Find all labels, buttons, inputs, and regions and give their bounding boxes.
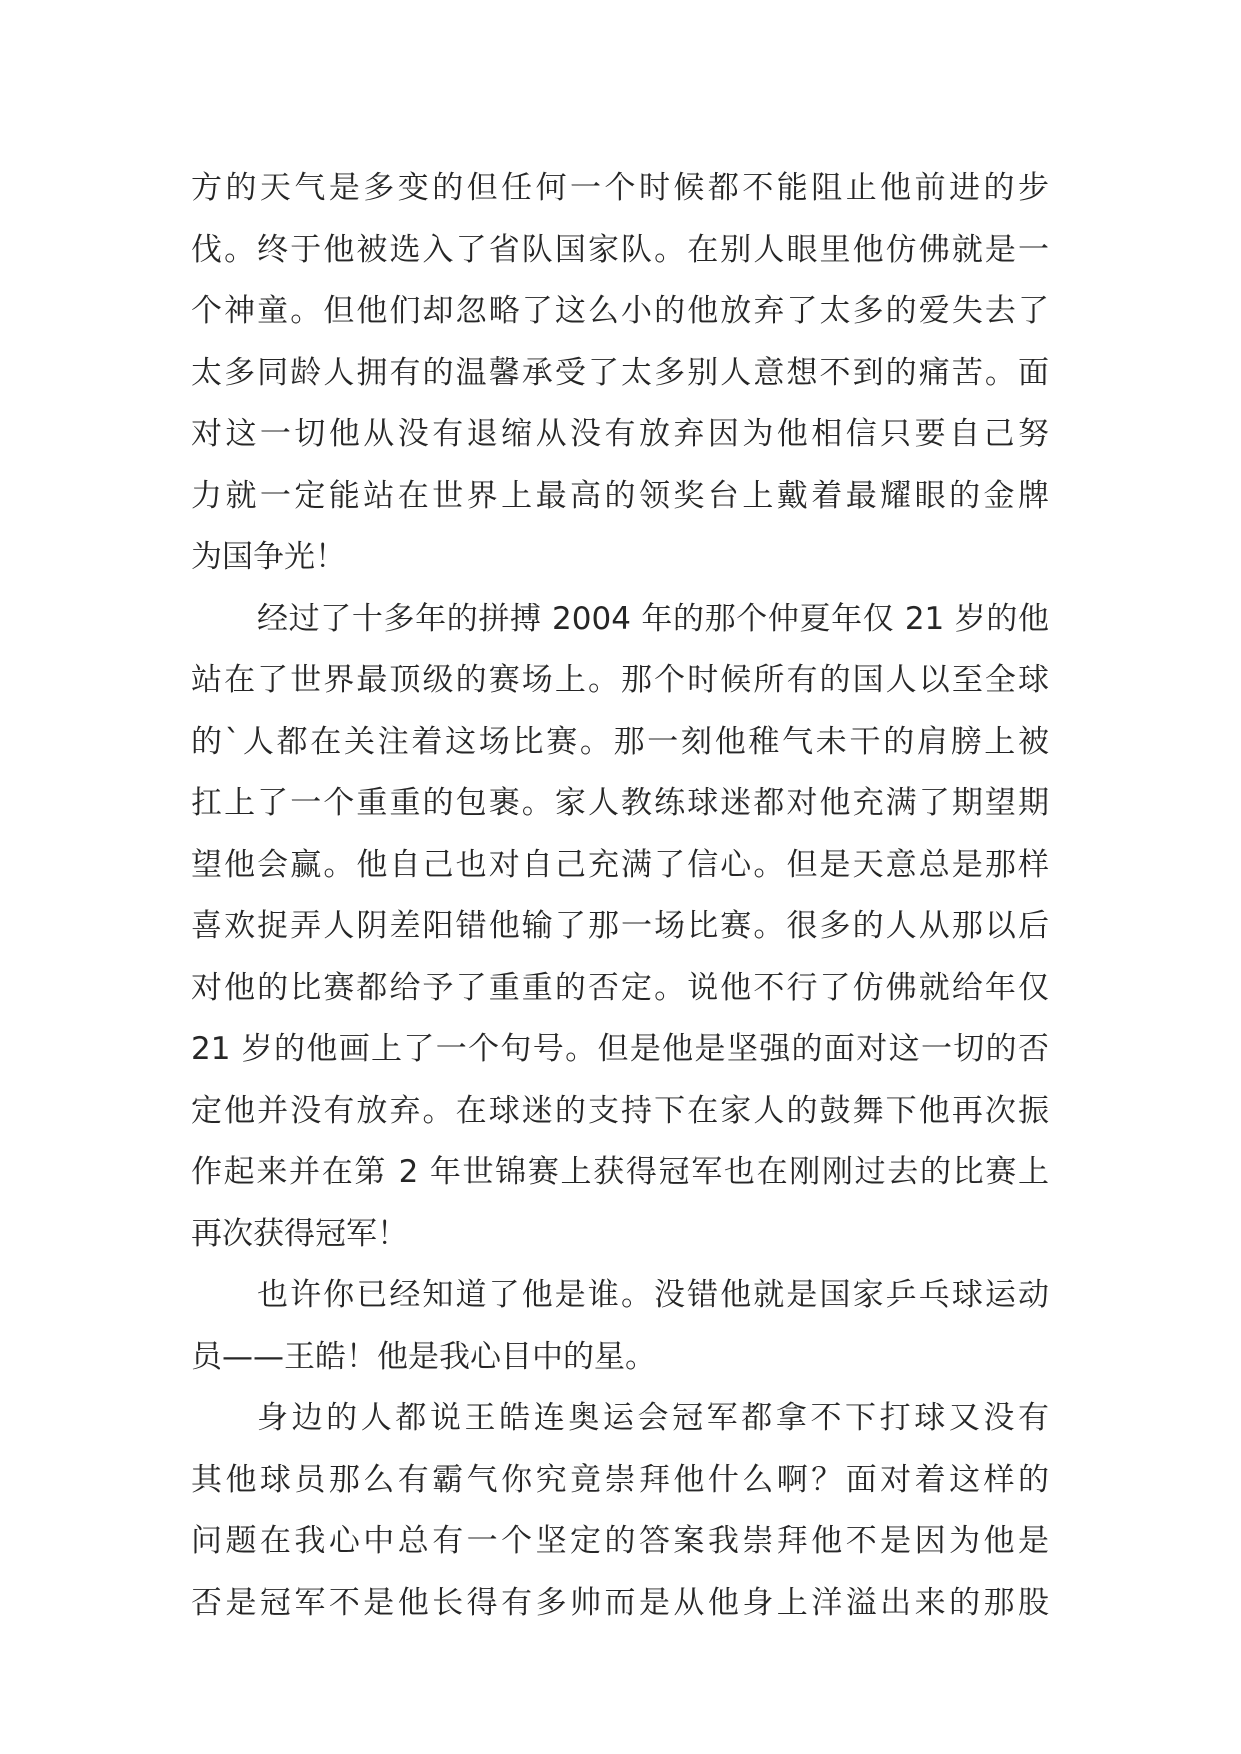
body-text xyxy=(191,158,1049,1634)
text-line: 对这一切他从没有退缩从没有放弃因为他相信只要自己努 xyxy=(191,416,1049,452)
text-line: 个神童。但他们却忽略了这么小的他放弃了太多的爱失去了 xyxy=(191,293,1049,329)
text-line: 员——王皓！他是我心目中的星。 xyxy=(191,1338,656,1375)
text-line: 也许你已经知道了他是谁。没错他就是国家乒乓球运动 xyxy=(257,1277,1049,1313)
text-line: 其他球员那么有霸气你究竟崇拜他什么啊？面对着这样的 xyxy=(191,1461,1049,1498)
text-line: 的`人都在关注着这场比赛。那一刻他稚气未干的肩膀上被 xyxy=(191,723,1049,760)
text-line: 伐。终于他被选入了省队国家队。在别人眼里他仿佛就是一 xyxy=(191,231,1049,268)
text-line: 喜欢捉弄人阴差阳错他输了那一场比赛。很多的人从那以后 xyxy=(191,908,1049,944)
text-line: 扛上了一个重重的包裹。家人教练球迷都对他充满了期望期 xyxy=(191,785,1049,821)
text-line: 力就一定能站在世界上最高的领奖台上戴着最耀眼的金牌 xyxy=(191,477,1049,514)
text-line: 对他的比赛都给予了重重的否定。说他不行了仿佛就给年仅 xyxy=(191,969,1049,1006)
text-line: 身边的人都说王皓连奥运会冠军都拿不下打球又没有 xyxy=(257,1400,1049,1436)
text-line: 方的天气是多变的但任何一个时候都不能阻止他前进的步 xyxy=(191,170,1049,206)
text-line: 再次获得冠军！ xyxy=(191,1215,408,1252)
text-line: 为国争光！ xyxy=(191,539,346,575)
text-line: 站在了世界最顶级的赛场上。那个时候所有的国人以至全球 xyxy=(191,662,1049,698)
text-line: 太多同龄人拥有的温馨承受了太多别人意想不到的痛苦。面 xyxy=(191,354,1049,391)
text-line: 作起来并在第 2 年世锦赛上获得冠军也在刚刚过去的比赛上 xyxy=(191,1154,1049,1190)
text-line: 定他并没有放弃。在球迷的支持下在家人的鼓舞下他再次振 xyxy=(191,1092,1049,1129)
text-line: 望他会赢。他自己也对自己充满了信心。但是天意总是那样 xyxy=(191,846,1049,883)
text-line: 否是冠军不是他长得有多帅而是从他身上洋溢出来的那股 xyxy=(191,1584,1049,1621)
text-line: 21 岁的他画上了一个句号。但是他是坚强的面对这一切的否 xyxy=(191,1031,1049,1067)
text-line: 经过了十多年的拼搏 2004 年的那个仲夏年仅 21 岁的他 xyxy=(257,600,1049,637)
text-line: 问题在我心中总有一个坚定的答案我崇拜他不是因为他是 xyxy=(191,1523,1049,1559)
